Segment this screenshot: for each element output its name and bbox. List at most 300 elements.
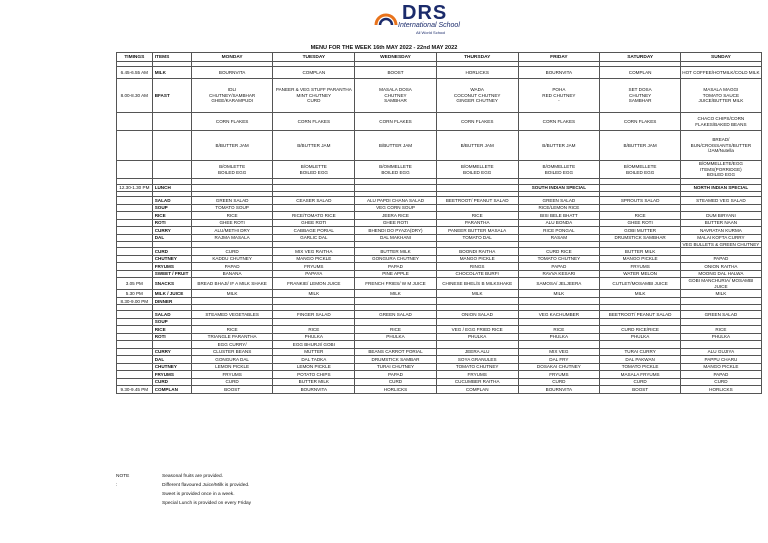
menu-cell: STEAMED VEG SALAD [681,197,762,205]
menu-cell: PINE APPLE [355,270,437,278]
table-row [117,219,762,227]
menu-cell: TOMATO SOUP [191,204,273,212]
menu-cell: RICE [518,326,600,334]
menu-cell: RICE [273,326,355,334]
table-row [117,363,762,371]
menu-cell: BUTTER MILK [600,248,681,256]
menu-cell: BOONDI RAITHA [436,248,518,256]
menu-cell: RICE/LEMON RICE [518,204,600,212]
menu-cell: BOOST [355,67,437,79]
menu-cell: PHULKA [436,333,518,341]
menu-cell: BEETROOT/ PEANUT SALAD [436,197,518,205]
menu-cell: B/OMMELLETE BOILED EGG [600,161,681,179]
timing-cell [117,348,153,356]
menu-cell: CURD [600,378,681,386]
menu-cell: FINGER SALAD [273,311,355,319]
timing-cell [117,270,153,278]
menu-cell [436,185,518,192]
menu-cell: B/BUTTER JAM [273,131,355,161]
menu-cell: B/BUTTER JAM [355,131,437,161]
menu-cell: GHEE ROTI [273,219,355,227]
menu-cell: MILK [600,290,681,298]
menu-table [116,52,762,394]
timing-cell [117,363,153,371]
menu-cell: ONION RAITHA [681,263,762,271]
menu-cell [273,185,355,192]
table-row [117,53,762,62]
school-logo [372,3,492,39]
menu-cell: DAL TADKA [273,356,355,364]
item-cell [152,131,191,161]
menu-cell [355,185,437,192]
menu-cell: BOOST [191,386,273,394]
menu-cell: CUTLET/MOSAMBI JUICE [600,278,681,290]
menu-cell: FRYUMS [191,371,273,379]
item-cell: FRYUMS [152,371,191,379]
timing-cell [117,371,153,379]
table-row [117,326,762,334]
menu-cell: PHULKA [355,333,437,341]
table-row [117,113,762,131]
timing-cell [117,378,153,386]
menu-cell: B/OMMELLETE BOILED EGG [436,161,518,179]
timing-cell [117,255,153,263]
menu-cell: BEANS CARROT PORIAL [355,348,437,356]
menu-cell: B/OMMELLETE BOILED EGG [518,161,600,179]
menu-cell: MILK [191,290,273,298]
menu-cell: GREEN SALAD [355,311,437,319]
item-cell: CHUTNEY [152,363,191,371]
logo-subtitle: International School [398,22,460,29]
menu-cell: DRUMSTICK SAMBAR [355,356,437,364]
table-row [117,386,762,394]
table-row [117,311,762,319]
menu-cell: PARANTHA [436,219,518,227]
menu-cell: GARLIC DAL [273,234,355,242]
menu-cell: FRYUMS [600,263,681,271]
menu-cell: TURAI CURRY [600,348,681,356]
menu-cell: COMPLAN [600,67,681,79]
menu-cell: PHULKA [600,333,681,341]
item-cell: SALAD [152,311,191,319]
item-cell: COMPLAN [152,386,191,394]
table-row [117,290,762,298]
menu-cell [436,341,518,349]
menu-cell: BOURNVITA [273,386,355,394]
menu-cell: CURD [355,378,437,386]
menu-cell: MASALA MAGGI TOMATO SAUCE JUICE/BUTTER MILK [681,79,762,113]
menu-cell: ALU BONDA [518,219,600,227]
menu-cell: MANGO PICKLE [436,255,518,263]
menu-cell: BANANA [191,270,273,278]
menu-cell [273,204,355,212]
special-label: SOUTH INDIAN SPECIAL [518,185,600,192]
column-header-wednesday: WEDNESDAY [355,53,437,62]
item-cell: CURRY [152,227,191,235]
menu-cell: MALAI KOFTA CURRY [681,234,762,242]
item-cell: RICE [152,326,191,334]
menu-cell: BREAD/ BUN/CROISSANTS/BUTTER /JAM/Nutella [681,131,762,161]
menu-cell: DAL PAKWAN [600,356,681,364]
menu-cell: TOMATO CHUTNEY [436,363,518,371]
item-cell: SOUP [152,318,191,326]
timing-cell [117,311,153,319]
item-cell: RICE [152,212,191,220]
note-line: Sweet is provided once in a week. [162,492,235,497]
menu-cell [355,341,437,349]
menu-cell: SAMOSA/ JELJEERA [518,278,600,290]
table-row [117,298,762,305]
timing-cell [117,161,153,179]
timing-cell [117,197,153,205]
menu-cell: CORN FLAKES [273,113,355,131]
menu-cell: CORN FLAKES [518,113,600,131]
item-cell: CURD [152,248,191,256]
menu-cell: B/OMLETTE BOILED EGG [191,161,273,179]
menu-cell: SPROUTS SALAD [600,197,681,205]
menu-cell: B/OMMELLETE BOILED EGG [355,161,437,179]
menu-cell: RICE [355,326,437,334]
menu-cell: POHA RED CHUTNEY - [518,79,600,113]
menu-cell: MIX VEG [518,348,600,356]
timing-cell [117,318,153,326]
menu-cell: ALU/METHI DRY [191,227,273,235]
menu-cell: POTATO CHIPS [273,371,355,379]
menu-cell [600,204,681,212]
menu-cell: MILK [518,290,600,298]
menu-cell: TURAI CHUTNEY [355,363,437,371]
menu-cell: B/BUTTER JAM [600,131,681,161]
menu-cell: GHEE ROTI [191,219,273,227]
menu-cell: HORLICKS [681,386,762,394]
menu-cell: BOURNVITA [518,67,600,79]
item-cell: SALAD [152,197,191,205]
menu-cell: ONION SALAD [436,311,518,319]
menu-cell: CORN FLAKES [191,113,273,131]
menu-cell: GREEN SALAD [518,197,600,205]
menu-cell: TOMATO PICKLE [600,363,681,371]
column-header-tuesday: TUESDAY [273,53,355,62]
menu-cell: JEERA RICE [355,212,437,220]
menu-cell: PHULKA [273,333,355,341]
menu-cell: B/BUTTER JAM [191,131,273,161]
menu-cell: RICE [600,212,681,220]
item-cell: DAL [152,356,191,364]
menu-cell [681,204,762,212]
table-row [117,255,762,263]
menu-cell: EGG CURRY/ [191,341,273,349]
item-cell: CHUTNEY [152,255,191,263]
column-header-items: ITEMS [152,53,191,62]
menu-cell: RAJMA MASALA [191,234,273,242]
menu-cell: RINGS [436,263,518,271]
menu-cell: COMPLAN [273,67,355,79]
timing-cell [117,131,153,161]
item-cell: SNACKS [152,278,191,290]
timing-cell [117,263,153,271]
menu-cell: DAL FRY [518,356,600,364]
menu-cell [518,341,600,349]
menu-cell: CURD [518,378,600,386]
menu-cell: FRENCH FRIES/ W M JUICE [355,278,437,290]
menu-cell [191,185,273,192]
menu-cell: CURD [191,248,273,256]
menu-cell: CURD RICE [518,248,600,256]
item-cell: LUNCH [152,185,191,192]
table-row [117,79,762,113]
timing-cell [117,248,153,256]
menu-cell: CHINESE BHEL/S B MILKSHAKE [436,278,518,290]
menu-cell: PANEER & VEG STUFF PARANTHA MINT CHUTNEY CURD [273,79,355,113]
table-row [117,378,762,386]
timing-cell [117,227,153,235]
menu-cell: PAPAD [355,371,437,379]
timing-cell [117,204,153,212]
menu-cell: GREEN SALAD [681,311,762,319]
item-cell: ROTI [152,333,191,341]
menu-cell: DOSAKAI CHUTNEY [518,363,600,371]
menu-cell: MUTTER [273,348,355,356]
table-row [117,248,762,256]
menu-cell: LEMON PICKLE [191,363,273,371]
menu-cell: CEASER SALAD [273,197,355,205]
menu-cell [436,318,518,326]
menu-cell: GOBI MANCHURIA/ MOSAMBI JUICE [681,278,762,290]
menu-cell: RICE [681,326,762,334]
table-row [117,234,762,242]
logo-tagline: All World School [416,30,446,35]
menu-cell [681,341,762,349]
column-header-monday: MONDAY [191,53,273,62]
table-row [117,197,762,205]
note-label: NOTE : [116,474,130,488]
menu-cell: GOBI MUTTER [600,227,681,235]
menu-cell: BUTTER MILK [355,248,437,256]
menu-cell: PAPAD [681,255,762,263]
menu-cell: BEETROOT/ PEANUT SALAD [600,311,681,319]
menu-cell: CURD [681,378,762,386]
menu-cell: MANGO PICKLE [681,363,762,371]
menu-cell: KADDU CHUTNEY [191,255,273,263]
menu-cell [518,298,600,305]
menu-cell [600,318,681,326]
menu-cell: EGG BHURJI/ GOBI [273,341,355,349]
menu-cell: MASALA FRYUMS [600,371,681,379]
menu-cell: BOURNVITA [518,386,600,394]
item-cell: BFAST [152,79,191,113]
menu-cell: MANGO PICKLE [273,255,355,263]
menu-cell: CORN FLAKES [436,113,518,131]
note-line: Seasonal fruits are provided. [162,474,224,479]
item-cell: DAL [152,234,191,242]
menu-cell: BUTTER NAAN [681,219,762,227]
timing-cell: 3.05 PM [117,278,153,290]
timing-cell: 8.00-8.30 AM [117,79,153,113]
timing-cell [117,234,153,242]
menu-cell: DUM BIRYANI [681,212,762,220]
menu-cell: B/BUTTER JAM [436,131,518,161]
column-header-thursday: THURSDAY [436,53,518,62]
table-row [117,333,762,341]
column-header-friday: FRIDAY [518,53,600,62]
menu-cell: WADA COCONUT CHUTNEY GINGER CHUTNEY [436,79,518,113]
menu-title: MENU FOR THE WEEK 16th MAY 2022 - 22nd MAY 2022 [310,45,458,51]
table-row [117,227,762,235]
menu-cell: BOURNVITA [191,67,273,79]
menu-cell: CURD [191,378,273,386]
timing-cell [117,113,153,131]
item-cell [152,341,191,349]
menu-cell: GONGURA CHUTNEY [355,255,437,263]
note-line: Different flavoured Juice/Milk is provided. [162,483,250,488]
column-header-timings: TIMINGS [117,53,153,62]
timing-cell: 12.30-1.30 PM [117,185,153,192]
item-cell [152,161,191,179]
menu-cell: RICE/TOMATO RICE [273,212,355,220]
menu-cell: MIX VEG RAITHA [273,248,355,256]
table-row [117,348,762,356]
menu-cell: VEG BULLETS & GREEN CHUTNEY [682,242,760,247]
menu-cell: LEMON PICKLE [273,363,355,371]
menu-cell: GREEN SALAD [191,197,273,205]
item-cell: MILK [152,67,191,79]
menu-cell: PANEER BUTTER MASALA [436,227,518,235]
menu-cell: MILK [681,290,762,298]
special-label: NORTH INDIAN SPECIAL [681,185,762,192]
menu-cell: GHEE ROTI [355,219,437,227]
menu-cell: VEG / EGG FRIED RICE [436,326,518,334]
menu-cell [681,248,762,256]
logo-name: DRS [402,2,448,24]
menu-cell: PAPPU CHARU [681,356,762,364]
menu-cell: RAVVA KESARI [518,270,600,278]
menu-cell: CABBAGE PORIAL [273,227,355,235]
menu-cell: BHENDI DO PYAZA(DRY) [355,227,437,235]
menu-cell: CORN FLAKES [355,113,437,131]
menu-cell: DAL MAKHANI [355,234,437,242]
menu-cell: PAPAD [355,263,437,271]
menu-cell: FRYUMS [518,371,600,379]
menu-cell: SET DOSA CHUTNEY SAMBHAR [600,79,681,113]
timing-cell: 5.30 PM [117,290,153,298]
item-cell: CURD [152,378,191,386]
menu-cell [355,298,437,305]
menu-cell: FRANKIE/ LEMON JUICE [273,278,355,290]
note-line: Special Lunch is provided on every Friday [162,501,252,506]
menu-cell: COMPLAN [436,386,518,394]
table-row [117,263,762,271]
menu-cell: CHOCOLATE BURFI [436,270,518,278]
menu-cell: TOMATO DAL [436,234,518,242]
menu-cell [600,341,681,349]
menu-cell: B/BUTTER JAM [518,131,600,161]
column-header-saturday: SATURDAY [600,53,681,62]
menu-cell: WATER MELON [600,270,681,278]
menu-cell: IDLI CHUTNEY/SAMBHAR GHEE/KARAMPUDI [191,79,273,113]
menu-cell: BISI BELE BHATT [518,212,600,220]
timing-cell: 6.45-6.55 AM [117,67,153,79]
item-cell: SOUP [152,204,191,212]
timing-cell [117,212,153,220]
menu-cell [191,298,273,305]
item-cell: ROTI [152,219,191,227]
menu-cell [273,298,355,305]
menu-cell: RICE [191,326,273,334]
menu-cell [355,318,437,326]
menu-cell [681,318,762,326]
menu-cell: HOT COFFEE/HOTMILK/COLD MILK [681,67,762,79]
table-row [117,371,762,379]
menu-cell: PAPAYA [273,270,355,278]
menu-cell [600,185,681,192]
menu-cell: PAPAD [191,263,273,271]
menu-cell: BUTTER MILK [273,378,355,386]
menu-cell: B/OMLETTE BOILED EGG [273,161,355,179]
note-lines [162,472,251,508]
menu-cell: MILK [436,290,518,298]
timing-cell: 8.30-9.00 PM [117,298,153,305]
menu-cell: MASALA DOSA CHUTNEY SAMBHAR [355,79,437,113]
menu-cell [191,318,273,326]
menu-cell: FRYUMS [273,263,355,271]
table-row [117,341,762,349]
table-row [117,318,762,326]
column-header-sunday: SUNDAY [681,53,762,62]
item-cell: DINNER [152,298,191,305]
item-cell [152,113,191,131]
menu-cell: GONGURA DAL [191,356,273,364]
menu-cell: VEG KACHUMBER [518,311,600,319]
menu-cell [518,318,600,326]
timing-cell [117,341,153,349]
menu-cell: PHULKA [681,333,762,341]
menu-cell [600,298,681,305]
menu-cell: CURD RICE/RICE [600,326,681,334]
menu-cell: SOYA GRANULES [436,356,518,364]
menu-cell: ALU GUJIYA [681,348,762,356]
table-row [117,212,762,220]
table-row [117,204,762,212]
menu-cell: RICE PONGAL [518,227,600,235]
menu-cell [681,298,762,305]
menu-cell: TOMATO CHUTNEY [518,255,600,263]
table-row [117,278,762,290]
item-cell: FRYUMS [152,263,191,271]
menu-cell: CHACO CHIPS/CORN FLAKES/BAKED BEANS [681,113,762,131]
menu-cell: CUCUMBER RAITHA [436,378,518,386]
menu-cell: MANGO PICKLE [600,255,681,263]
menu-cell: MILK [273,290,355,298]
menu-cell: NAVRATAN KURMA [681,227,762,235]
menu-cell [273,318,355,326]
menu-cell [436,204,518,212]
menu-cell: RICE [436,212,518,220]
timing-cell [117,219,153,227]
menu-cell: FRYUMS [436,371,518,379]
menu-cell: HORLICKS [436,67,518,79]
table-row [117,67,762,79]
table-row [117,185,762,192]
menu-cell: JEERA ALU [436,348,518,356]
menu-cell: PAPAD [681,371,762,379]
timing-cell [117,356,153,364]
menu-cell: MOONG DAL HALWA [681,270,762,278]
menu-cell: B/OMMELLETE/EGG ITEMS(PORRIDGE) BOILED EGG [681,161,762,179]
table-row [117,131,762,161]
menu-cell: HORLICKS [355,386,437,394]
table-row [117,270,762,278]
menu-cell: CORN FLAKES [600,113,681,131]
